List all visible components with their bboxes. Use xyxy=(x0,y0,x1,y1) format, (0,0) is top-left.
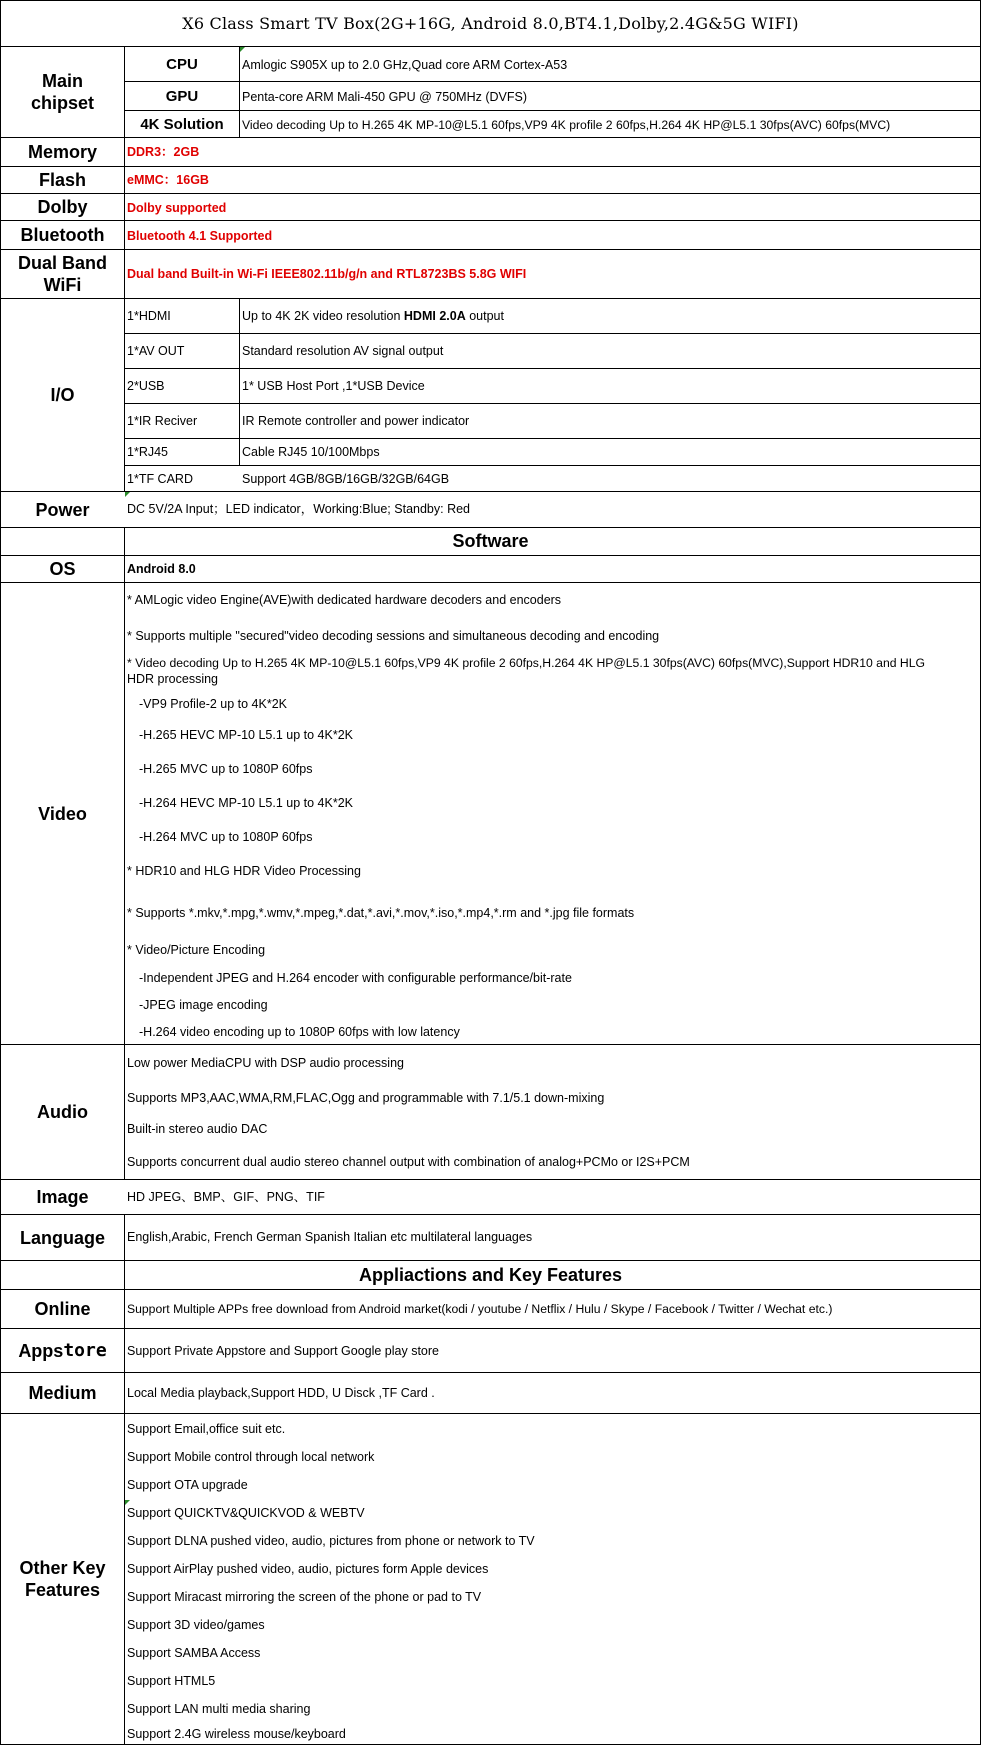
io-port: 2*USB xyxy=(127,379,165,393)
io-description: Standard resolution AV signal output xyxy=(242,344,444,358)
language-label: Language xyxy=(19,1227,105,1248)
io-description: Support 4GB/8GB/16GB/32GB/64GB xyxy=(242,472,450,486)
feature-line: Support QUICKTV&QUICKVOD & WEBTV xyxy=(127,1506,365,1520)
video-line: -H.264 HEVC MP-10 L5.1 up to 4K*2K xyxy=(139,796,354,810)
power-label: Power xyxy=(35,499,90,520)
cpu-label: CPU xyxy=(166,55,198,73)
video-label: Video xyxy=(38,803,87,824)
audio-line: Built-in stereo audio DAC xyxy=(127,1122,268,1136)
video-line: * Supports multiple "secured"video decoding sessions and simultaneous decoding and encoding xyxy=(127,629,660,643)
video-line: * Video/Picture Encoding xyxy=(127,943,266,957)
other-features-label: Other Key Features xyxy=(19,1558,106,1600)
feature-line: Support OTA upgrade xyxy=(127,1478,248,1492)
video-line: -Independent JPEG and H.264 encoder with configurable performance/bit-rate xyxy=(139,971,572,985)
io-port: 1*TF CARD xyxy=(127,472,193,486)
medium-value: Local Media playback,Support HDD, U Disck ,TF Card . xyxy=(127,1386,435,1400)
feature-line: Support LAN multi media sharing xyxy=(127,1702,311,1716)
cell-marker-icon xyxy=(125,492,130,497)
feature-line: Support Miracast mirroring the screen of the phone or pad to TV xyxy=(127,1590,482,1604)
video-line: -H.264 video encoding up to 1080P 60fps with low latency xyxy=(139,1025,460,1039)
audio-label: Audio xyxy=(37,1102,88,1122)
wifi-value: Dual band Built-in Wi-Fi IEEE802.11b/g/n and RTL8723BS 5.8G WIFI xyxy=(127,267,527,281)
video-line: -H.264 MVC up to 1080P 60fps xyxy=(139,830,313,844)
gpu-label: GPU xyxy=(165,87,199,105)
sheet-title: X6 Class Smart TV Box(2G+16G, Android 8.0,BT4.1,Dolby,2.4G&5G WIFI) xyxy=(182,14,799,33)
flash-value: eMMC：16GB xyxy=(127,173,209,187)
online-label: Online xyxy=(34,1299,91,1319)
4k-solution-label: 4K Solution xyxy=(140,115,224,133)
video-line: -VP9 Profile-2 up to 4K*2K xyxy=(139,697,287,711)
io-port: 1*RJ45 xyxy=(127,445,168,459)
io-description: Up to 4K 2K video resolution HDMI 2.0A output xyxy=(242,309,504,323)
feature-line: Support Mobile control through local network xyxy=(127,1450,375,1464)
io-port: 1*HDMI xyxy=(127,309,171,323)
os-value: Android 8.0 xyxy=(127,562,196,576)
memory-label: Memory xyxy=(27,142,98,162)
io-port: 1*AV OUT xyxy=(127,344,185,358)
feature-line: Support Email,office suit etc. xyxy=(127,1422,286,1436)
image-label: Image xyxy=(36,1187,89,1207)
medium-label: Medium xyxy=(28,1383,97,1403)
os-label: OS xyxy=(49,559,76,579)
video-line: * Video decoding Up to H.265 4K MP-10@L5.1 60fps,VP9 4K profile 2 60fps,H.264 4K HP@L5.1 30fps(AVC) 60fps(MVC),Support HDR10 and HLG xyxy=(127,656,925,670)
video-line: * AMLogic video Engine(AVE)with dedicated hardware decoders and encoders xyxy=(127,593,562,607)
io-port: 1*IR Reciver xyxy=(127,414,198,428)
appstore-label: Apps tore xyxy=(18,1339,107,1361)
io-description: IR Remote controller and power indicator xyxy=(242,414,470,428)
software-section-header: Software xyxy=(452,531,529,551)
feature-line: Support AirPlay pushed video, audio, pictures form Apple devices xyxy=(127,1562,489,1576)
io-description: Cable RJ45 10/100Mbps xyxy=(242,445,380,459)
dolby-value: Dolby supported xyxy=(127,201,227,215)
feature-line: Support HTML5 xyxy=(127,1674,216,1688)
power-value: DC 5V/2A Input；LED indicator，Working:Blue; Standby: Red xyxy=(127,502,470,516)
flash-label: Flash xyxy=(38,170,86,190)
audio-line: Supports MP3,AAC,WMA,RM,FLAC,Ogg and programmable with 7.1/5.1 down-mixing xyxy=(127,1091,605,1105)
cell-marker-icon xyxy=(240,47,245,52)
video-line: -JPEG image encoding xyxy=(139,998,268,1012)
gpu-value: Penta-core ARM Mali-450 GPU @ 750MHz (DVFS) xyxy=(242,90,527,104)
audio-line: Low power MediaCPU with DSP audio processing xyxy=(127,1056,404,1070)
io-label: I/O xyxy=(50,385,75,405)
cpu-value: Amlogic S905X up to 2.0 GHz,Quad core ARM Cortex-A53 xyxy=(242,58,568,72)
audio-line: Supports concurrent dual audio stereo channel output with combination of analog+PCMo or I2S+PCM xyxy=(127,1155,690,1169)
memory-value: DDR3：2GB xyxy=(127,145,200,159)
image-value: HD JPEG、BMP、GIF、PNG、TIF xyxy=(127,1190,325,1204)
main-chipset-label: Main chipset xyxy=(30,71,95,113)
feature-line: Support 2.4G wireless mouse/keyboard xyxy=(127,1727,346,1741)
feature-line: Support 3D video/games xyxy=(127,1618,265,1632)
features-section-header: Appliactions and Key Features xyxy=(358,1264,623,1285)
video-line: -H.265 MVC up to 1080P 60fps xyxy=(139,762,313,776)
feature-line: Support DLNA pushed video, audio, pictures from phone or network to TV xyxy=(127,1534,535,1548)
language-value: English,Arabic, French German Spanish Italian etc multilateral languages xyxy=(127,1230,533,1244)
video-line: * HDR10 and HLG HDR Video Processing xyxy=(127,864,361,878)
video-line: -H.265 HEVC MP-10 L5.1 up to 4K*2K xyxy=(139,728,354,742)
bluetooth-value: Bluetooth 4.1 Supported xyxy=(127,229,273,243)
feature-line: Support SAMBA Access xyxy=(127,1646,261,1660)
4k-solution-value: Video decoding Up to H.265 4K MP-10@L5.1 60fps,VP9 4K profile 2 60fps,H.264 4K HP@L5.1 30fps(AVC) 60fps(MVC) xyxy=(242,118,891,132)
wifi-label: Dual Band WiFi xyxy=(17,253,107,295)
appstore-value: Support Private Appstore and Support Google play store xyxy=(127,1344,439,1358)
dolby-label: Dolby xyxy=(37,197,88,217)
video-line: HDR processing xyxy=(127,672,219,686)
bluetooth-label: Bluetooth xyxy=(20,225,105,245)
video-line: * Supports *.mkv,*.mpg,*.wmv,*.mpeg,*.dat,*.avi,*.mov,*.iso,*.mp4,*.rm and *.jpg file formats xyxy=(127,906,635,920)
io-description: 1* USB Host Port ,1*USB Device xyxy=(242,379,425,393)
online-value: Support Multiple APPs free download from Android market(kodi / youtube / Netflix / Hulu / Skype / Facebook / Twitter / Wechat etc.) xyxy=(127,1302,833,1316)
